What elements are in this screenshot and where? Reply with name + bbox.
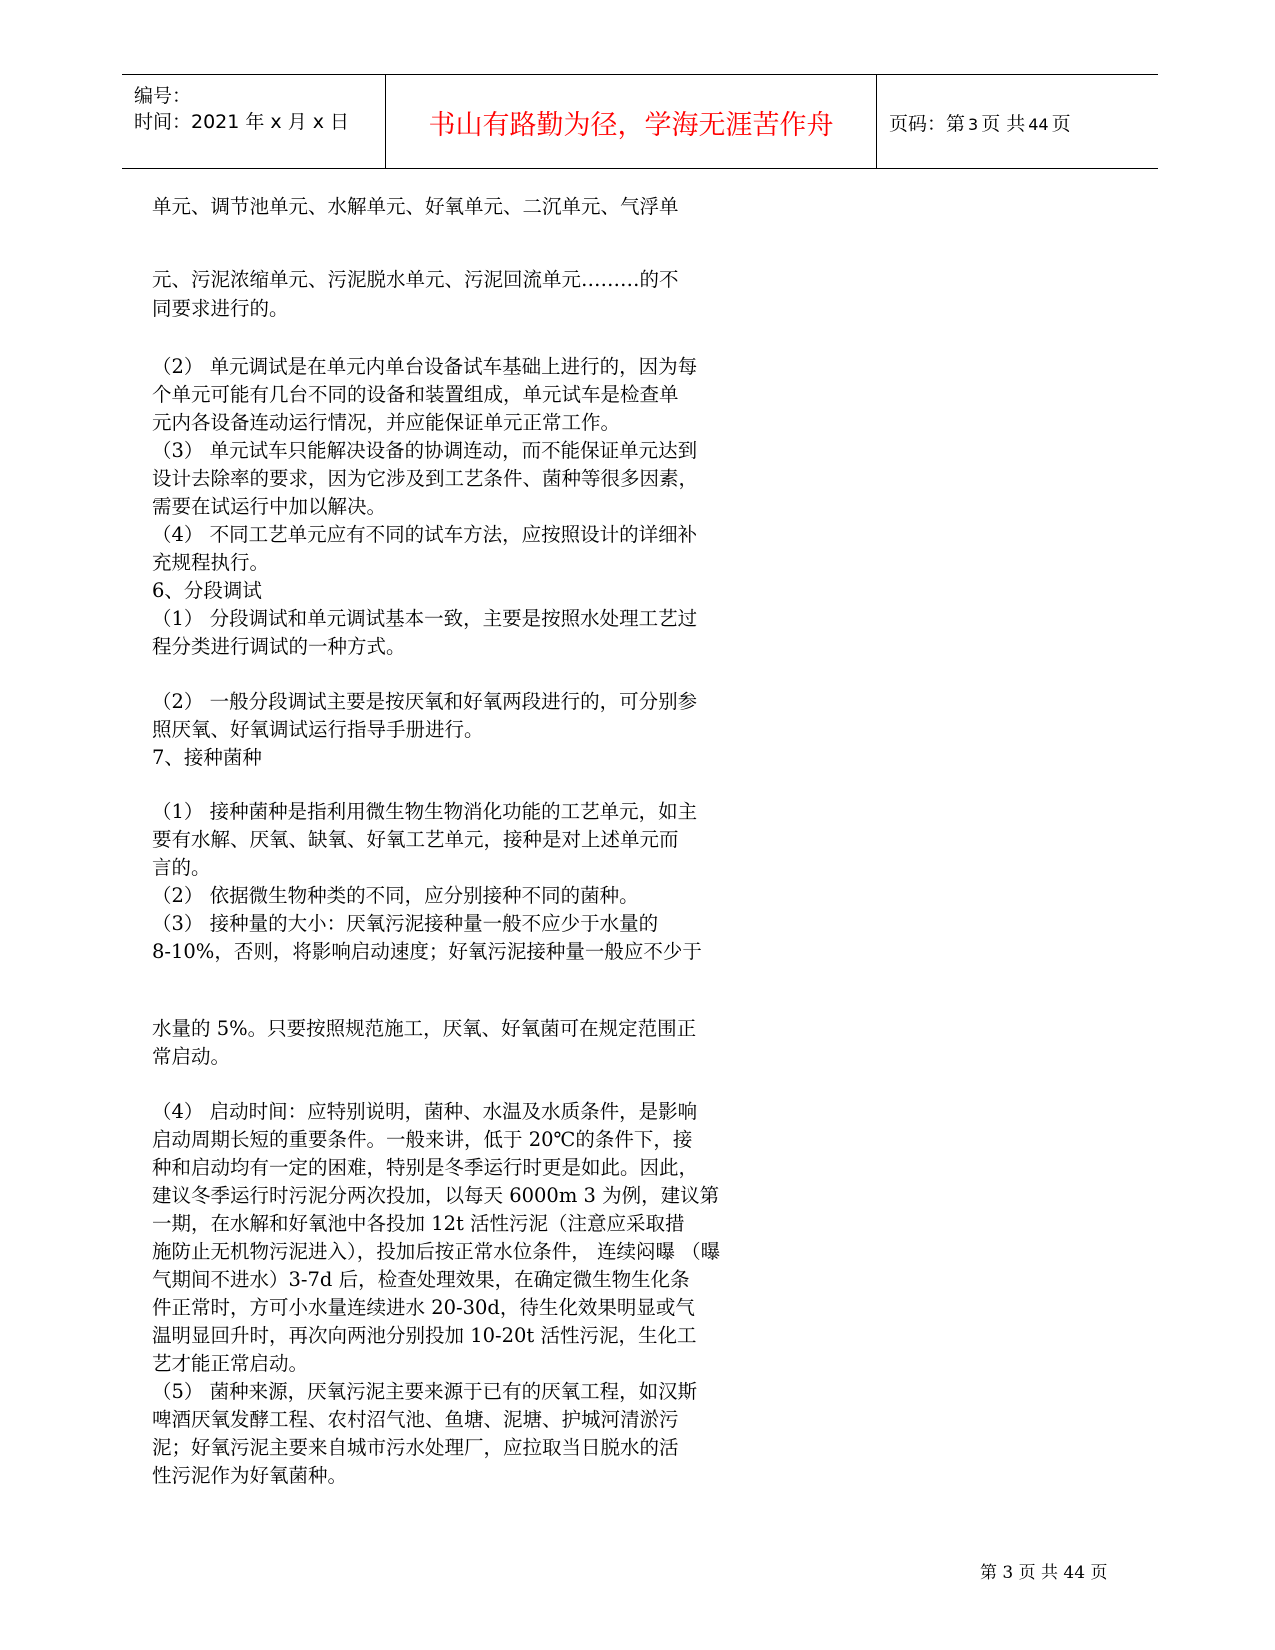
text-line: （2） 依据微生物种类的不同，应分别接种不同的菌种。 (152, 884, 639, 907)
text-line: （5） 菌种来源，厌氧污泥主要来源于已有的厌氧工程，如汉斯 (152, 1380, 698, 1403)
text-line: 气期间不进水）3-7d 后，检查处理效果，在确定微生物生化条 (152, 1268, 690, 1291)
text-line: （1） 接种菌种是指利用微生物生物消化功能的工艺单元，如主 (152, 800, 698, 823)
text-line: 艺才能正常启动。 (152, 1352, 309, 1375)
text-line: （2） 一般分段调试主要是按厌氧和好氧两段进行的，可分别参 (152, 690, 698, 713)
text-line: 建议冬季运行时污泥分两次投加，以每天 6000m 3 为例，建议第 (152, 1184, 720, 1207)
text-line: （3） 接种量的大小：厌氧污泥接种量一般不应少于水量的 (152, 912, 659, 935)
text-line: 一期，在水解和好氧池中各投加 12t 活性污泥（注意应采取措 (152, 1212, 685, 1235)
text-line: 常启动。 (152, 1045, 231, 1068)
page-total: 44 (1028, 115, 1049, 134)
text-line: 泥；好氧污泥主要来自城市污水处理厂，应拉取当日脱水的活 (152, 1436, 679, 1459)
header-motto: 书山有路勤为径，学海无涯苦作舟 (428, 110, 834, 141)
text-line: 性污泥作为好氧菌种。 (152, 1464, 348, 1487)
section-heading: 7、接种菌种 (152, 746, 262, 769)
text-line: 程分类进行调试的一种方式。 (152, 635, 406, 658)
text-line: （4） 不同工艺单元应有不同的试车方法，应按照设计的详细补 (152, 523, 698, 546)
text-line: 温明显回升时，再次向两池分别投加 10-20t 活性污泥，生化工 (152, 1324, 697, 1347)
text-line: 水量的 5%。只要按照规范施工，厌氧、好氧菌可在规定范围正 (152, 1017, 697, 1040)
text-line: 要有水解、厌氧、缺氧、好氧工艺单元，接种是对上述单元而 (152, 828, 679, 851)
header-page-info (889, 109, 1071, 136)
text-line: （1） 分段调试和单元调试基本一致，主要是按照水处理工艺过 (152, 607, 698, 630)
text-line: 元内各设备连动运行情况，并应能保证单元正常工作。 (152, 411, 621, 434)
page-footer: 第 3 页 共 44 页 (980, 1563, 1108, 1583)
text-line: 种和启动均有一定的困难，特别是冬季运行时更是如此。因此， (152, 1156, 699, 1179)
text-line: 施防止无机物污泥进入），投加后按正常水位条件， 连续闷曝 （曝 (152, 1240, 721, 1263)
page-header (122, 74, 1158, 169)
header-page-cell (877, 75, 1158, 168)
section-heading: 6、分段调试 (152, 579, 262, 602)
text-line: 元、污泥浓缩单元、污泥脱水单元、污泥回流单元………的不 (152, 268, 679, 291)
text-line: （4） 启动时间：应特别说明，菌种、水温及水质条件，是影响 (152, 1100, 698, 1123)
header-motto-cell (385, 75, 877, 168)
text-line: 需要在试运行中加以解决。 (152, 495, 387, 518)
page-mid: 页 共 (981, 113, 1026, 135)
text-line: 充规程执行。 (152, 551, 270, 574)
header-info-cell (122, 75, 385, 168)
text-line: （3） 单元试车只能解决设备的协调连动，而不能保证单元达到 (152, 439, 698, 462)
text-line: 件正常时，方可小水量连续进水 20-30d，待生化效果明显或气 (152, 1296, 695, 1319)
page-suffix: 页 (1051, 113, 1071, 135)
page-current: 3 (968, 115, 979, 134)
text-line: 个单元可能有几台不同的设备和装置组成，单元试车是检查单 (152, 383, 679, 406)
text-line: 啤酒厌氧发酵工程、农村沼气池、鱼塘、泥塘、护城河清淤污 (152, 1408, 679, 1431)
document-number-label: 编号： (134, 85, 192, 107)
text-line: 同要求进行的。 (152, 297, 289, 320)
text-line: 启动周期长短的重要条件。一般来讲，低于 20℃的条件下，接 (152, 1128, 693, 1151)
text-line: 单元、调节池单元、水解单元、好氧单元、二沉单元、气浮单 (152, 195, 679, 218)
page-prefix: 页码：第 (889, 113, 966, 135)
text-line: 设计去除率的要求，因为它涉及到工艺条件、菌种等很多因素， (152, 467, 699, 490)
text-line: 言的。 (152, 856, 211, 879)
text-line: （2） 单元调试是在单元内单台设备试车基础上进行的，因为每 (152, 355, 698, 378)
text-line: 照厌氧、好氧调试运行指导手册进行。 (152, 718, 484, 741)
document-time-label: 时间：2021 年 x 月 x 日 (134, 111, 350, 133)
text-line: 8-10%，否则，将影响启动速度；好氧污泥接种量一般应不少于 (152, 940, 702, 963)
